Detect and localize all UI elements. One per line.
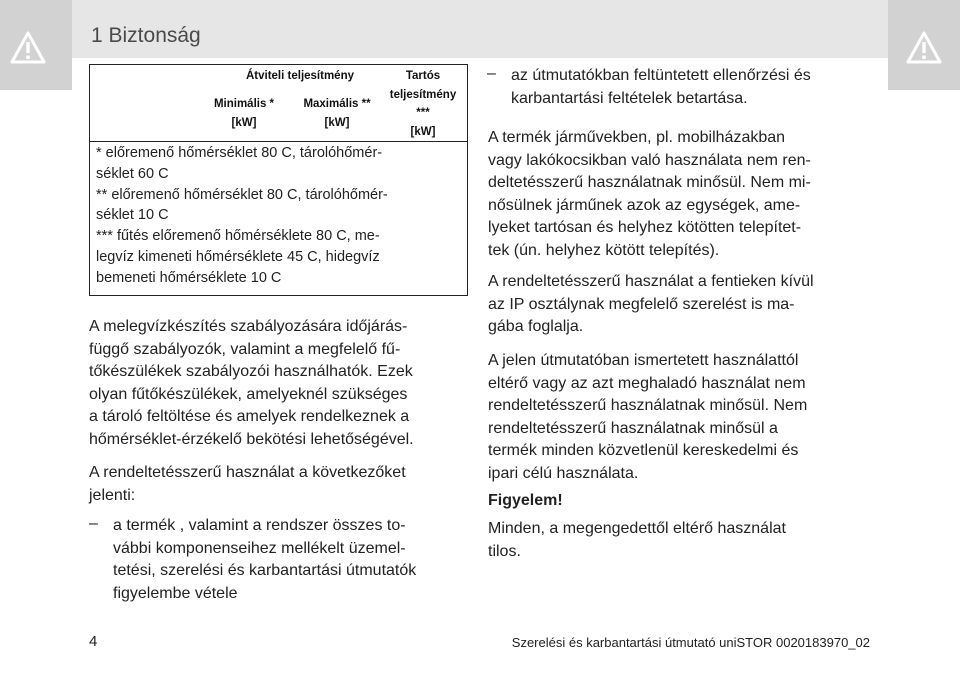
paragraph-vehicles xyxy=(488,127,811,263)
text-line: vagy lakókocsikban való használata nem ren- xyxy=(488,151,811,169)
text-line: hőmérséklet-érzékelő bekötési lehetőségével. xyxy=(89,430,414,448)
text-line: tilos. xyxy=(488,542,521,560)
text-line: karbantartási feltételek betartása. xyxy=(511,89,748,107)
text-line: figyelembe vétele xyxy=(113,584,238,602)
col-continuous-label-2: teljesítmény xyxy=(389,88,457,101)
text-line: rendeltetésszerű használatnak minősül. Nem xyxy=(488,397,808,415)
text-line: eltérő vagy az azt meghaladó használat nem xyxy=(488,374,806,392)
text-line: az útmutatókban feltüntetett ellenőrzési és xyxy=(511,67,811,84)
footer-document-title: Szerelési és karbantartási útmutató uniSTOR 0020183970_02 xyxy=(511,635,870,650)
text-line: tek (ún. helyhez kötött telepítés). xyxy=(488,241,720,259)
text-line: jelenti: xyxy=(89,486,136,504)
col-min-label: Minimális * xyxy=(213,98,275,110)
footnote-line: * előremenő hőmérséklet 80 C, tárolóhőmér- xyxy=(96,145,383,161)
paragraph-improper-use xyxy=(488,350,807,486)
text-line: gába foglalja. xyxy=(488,318,584,336)
text-line: függő szabályozók, valamint a megfelelő fű- xyxy=(89,340,401,358)
text-line: vábbi komponenseihez mellékelt üzemel- xyxy=(113,539,406,557)
col-continuous-stars: *** xyxy=(416,107,430,120)
text-line: az IP osztálynak megfelelő szerelést is ma- xyxy=(488,295,795,313)
text-line: termék minden közvetlenül kereskedelmi és xyxy=(488,442,799,460)
col-max-unit: [kW] xyxy=(324,117,350,129)
warning-triangle-icon xyxy=(906,30,942,66)
text-line: A rendeltetésszerű használat a következőket xyxy=(89,464,406,481)
list-item-inspection xyxy=(511,65,811,110)
paragraph-prohibited xyxy=(488,518,786,563)
text-line: A termék járművekben, pl. mobilházakban xyxy=(488,129,786,146)
col-min-header xyxy=(202,95,286,133)
list-dash: – xyxy=(487,65,496,82)
footnote-line: legvíz kimeneti hőmérséklete 45 C, hidegvíz xyxy=(96,248,380,265)
table-header-divider xyxy=(90,141,467,142)
col-max-header xyxy=(292,95,382,133)
text-line: rendeltetésszerű használatnak minősül a xyxy=(488,419,778,437)
output-table xyxy=(89,64,468,296)
text-line: A jelen útmutatóban ismertetett használattól xyxy=(488,352,799,369)
paragraph-intended-use xyxy=(89,462,406,507)
paragraph-controllers xyxy=(89,316,414,452)
text-line: A melegvízkészítés szabályozására időjárás- xyxy=(89,318,408,335)
section-title: 1 Biztonság xyxy=(91,24,201,47)
text-line: tetési, szerelési és karbantartási útmutatók xyxy=(113,562,417,580)
footnote-line: séklet 10 C xyxy=(96,207,169,224)
caution-heading: Figyelem! xyxy=(488,492,563,509)
footnote-line: séklet 60 C xyxy=(96,165,169,182)
list-item-manuals xyxy=(113,515,416,605)
footnote-line: ** előremenő hőmérséklet 80 C, tárolóhőmér- xyxy=(96,186,388,203)
text-line: nősülnek járműnek azok az egységek, ame- xyxy=(488,196,801,214)
text-line: a tároló feltöltése és amelyek rendelkeznek a xyxy=(89,408,410,426)
col-max-label: Maximális ** xyxy=(303,98,371,110)
col-min-unit: [kW] xyxy=(231,117,257,129)
page-number: 4 xyxy=(89,633,98,650)
footnote-line: *** fűtés előremenő hőmérséklete 80 C, me- xyxy=(96,228,380,245)
text-line: Minden, a megengedettől eltérő használat xyxy=(488,520,786,537)
text-line: ipari célú használata. xyxy=(488,464,639,482)
paragraph-ip-class xyxy=(488,271,814,339)
col-continuous-label: Tartós xyxy=(405,70,441,82)
col-continuous-unit: [kW] xyxy=(410,126,436,139)
text-line: deltetésszerű használatnak minősül. Nem mi- xyxy=(488,174,811,192)
text-line: tőkészülékek szabályozói használhatók. Ezek xyxy=(89,363,413,381)
list-dash: – xyxy=(89,515,98,532)
text-line: A rendeltetésszerű használat a fentieken kívül xyxy=(488,273,814,290)
col-continuous-header xyxy=(382,67,464,142)
table-group-header: Átviteli teljesítmény xyxy=(245,70,354,82)
table-footnotes xyxy=(96,143,464,289)
warning-triangle-icon xyxy=(10,30,46,66)
text-line: olyan fűtőkészülékek, amelyeknél szükséges xyxy=(89,385,408,403)
text-line: a termék , valamint a rendszer összes to- xyxy=(113,517,406,534)
footnote-line: bemeneti hőmérséklete 10 C xyxy=(96,269,282,286)
text-line: lyeket tartósan és helyhez kötötten telepítet- xyxy=(488,219,802,237)
